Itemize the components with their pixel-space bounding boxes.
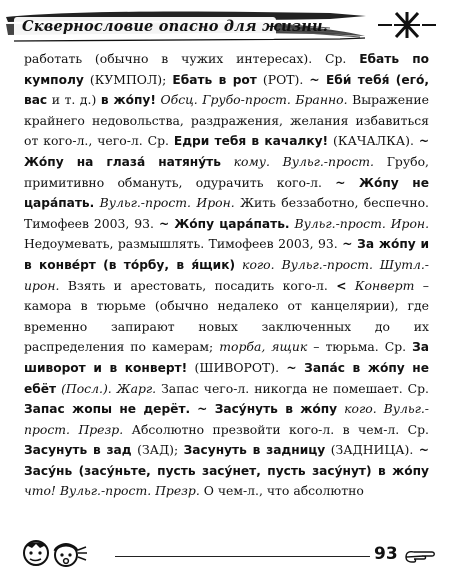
pointing-hand-icon (404, 548, 436, 566)
definition-text: – тюрьма. Ср. (307, 339, 413, 355)
headword: ~ Еби́ тебя́ (его́, вас (24, 72, 429, 108)
definition-text: (КАЧАЛКА). (328, 133, 419, 149)
definition-text: – камора в тюрьме (обычно недалеко от канцелярии), где временно запирают новых заключенных до их распределения по камерам; (24, 277, 429, 355)
running-header-title: Сквернословие опасно для жизни. (22, 18, 329, 35)
definition-text: Запас чего-л. никогда не помешает. Ср. (156, 380, 429, 396)
label-text: кого. Вульг.-прост. Шутл.-ирон. (24, 256, 429, 293)
headword: За шиворот и в конверт! (24, 340, 429, 375)
headword: < (336, 278, 347, 293)
headword: ~ Засу́нуть в жо́пу (197, 402, 338, 417)
footer-rule (115, 556, 370, 557)
definition-text: Жить беззаботно, беспечно. Тимофеев 2003, 93. (24, 195, 429, 231)
label-text: кому. Вульг.-прост. (220, 153, 374, 169)
definition-text: Выражение крайнего недовольства, раздражения, желания избавиться от кого-л., чего-л. Ср. (24, 92, 429, 149)
page-header (0, 0, 452, 54)
headword: ~ Жо́пу на глаза́ натяну́ть (24, 134, 430, 169)
label-text: торба, ящик (219, 339, 308, 355)
label-text: Обсц. Грубо-прост. Бранно. (155, 92, 348, 108)
dictionary-entry-text (24, 49, 429, 502)
definition-text: О чем-л., что абсолютно (199, 483, 364, 499)
headword: Едри тебя в качалку! (173, 134, 329, 149)
definition-text: (ШИВОРОТ). (187, 359, 287, 375)
label-text: что! Вульг.-прост. Презр. (24, 483, 200, 499)
headword: Засунуть в задницу (183, 443, 326, 458)
definition-text: (ЗАД); (131, 442, 184, 458)
page-number: 93 (374, 544, 398, 564)
definition-text: (РОТ). (256, 71, 310, 87)
headword: ~ Жо́пу цара́пать. (158, 216, 290, 231)
headword: Запас жопы не дерёт. (24, 402, 191, 417)
definition-text: Абсолютно презвойти кого-л. в чем-л. Ср. (123, 421, 429, 437)
headword: ~ Жо́пу не цара́пать. (24, 175, 429, 211)
label-text: Вульг.-прост. Ирон. (94, 195, 235, 211)
page-footer (0, 532, 452, 584)
definition-text: (КУМПОЛ); (83, 71, 173, 87)
headword: Ебать в рот (172, 72, 257, 87)
headword: в жо́пу! (100, 93, 156, 108)
definition-text: работать (обычно в чужих интересах). Ср. (24, 51, 360, 66)
label-text: Вульг.-прост. Ирон. (289, 215, 430, 231)
label-text: кого. Вульг.-прост. Презр. (24, 401, 429, 437)
headword: Засунуть в зад (24, 443, 132, 458)
definition-text: Взять и арестовать, посадить кого-л. (59, 277, 337, 293)
label-text: Конверт (346, 277, 415, 293)
headword: ~ Запа́с в жо́пу не ебёт (24, 360, 429, 396)
definition-text: Грубо, примитивно обмануть, одурачить кого-л. (24, 153, 429, 190)
label-text: (Посл.). Жарг. (56, 380, 157, 396)
definition-text: Недоумевать, размышлять. Тимофеев 2003, 93. (24, 236, 343, 252)
headword: Ебать по кумполу (24, 52, 429, 87)
definition-text: (ЗАДНИЦА). (325, 442, 419, 458)
headword: ~ Засу́нь (засу́ньте, пусть засу́нет, пусть засу́нут) в жо́пу (24, 443, 429, 478)
headword: ~ За жо́пу и в конве́рт (в то́рбу, в я́щик) (24, 237, 429, 272)
faces-icon (18, 538, 106, 570)
definition-text: и т. д.) (47, 92, 101, 108)
zh-emblem-icon (376, 8, 438, 42)
entry-paragraph (24, 49, 429, 502)
